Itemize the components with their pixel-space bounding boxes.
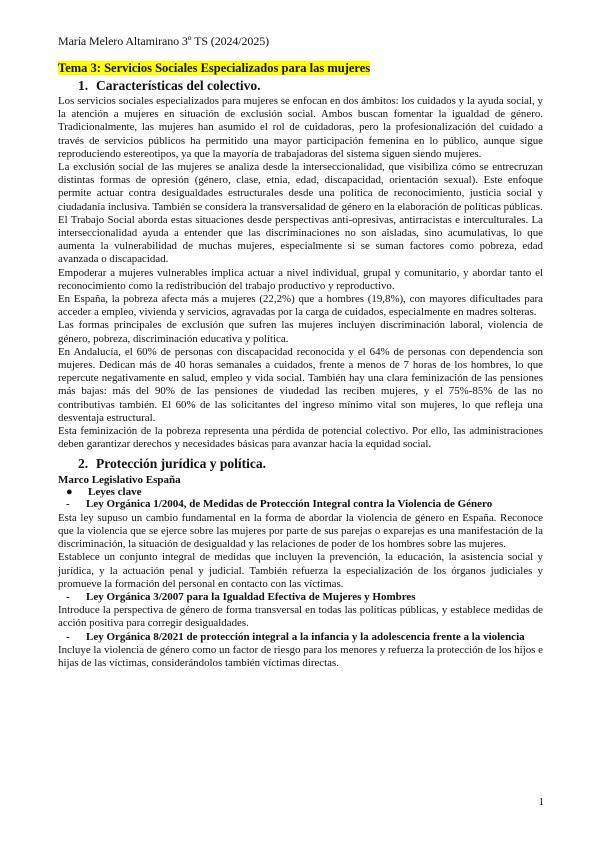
law-title: Ley Orgánica 1/2004, de Medidas de Protección Integral contra la Violencia de Género	[86, 498, 493, 511]
section-2-title: Protección jurídica y política.	[96, 456, 266, 472]
paragraph: Los servicios sociales especializados para mujeres se enfocan en dos ámbitos: los cuidados y la ayuda social, y la atención a mujeres en situación de exclusión social. Ambos buscan fomentar la igualdad de género. Tradicionalmente, las mujeres han asumido el rol de cuidadoras, pero la profesionalización del cuidado a través de servicios públicos ha permitido una mayor participación femenina en lo público, aunque sigue reproduciendo estereotipos, ya que la mayoría de trabajadoras del sistema siguen siendo mujeres.	[58, 95, 543, 160]
paragraph: El Trabajo Social aborda estas situaciones desde perspectivas anti-opresivas, antirracistas e interculturales. La interseccionalidad ayuda a entender que las discriminaciones no son aisladas, sino acumulativas, lo que aumenta la vulnerabilidad de muchas mujeres, especialmente si se suman factores como pobreza, edad avanzada o discapacidad.	[58, 213, 543, 266]
section-2-number: 2.	[78, 456, 89, 472]
document-page	[58, 34, 543, 670]
law-heading	[66, 498, 543, 511]
section-1-number: 1.	[78, 78, 89, 93]
paragraph: En España, la pobreza afecta más a mujeres (22,2%) que a hombres (19,8%), con mayores dificultades para acceder a empleo, vivienda y servicios, agravadas por la carga de cuidados, especialmente en madres solteras.	[58, 293, 543, 319]
paragraph: Establece un conjunto integral de medidas que incluyen la prevención, la educación, la asistencia social y jurídica, y la actuación penal y judicial. También refuerza la especialización de los órganos judiciales y promueve la formación del personal en contacto con las víctimas.	[58, 551, 543, 590]
paragraph: Las formas principales de exclusión que sufren las mujeres incluyen discriminación laboral, violencia de género, pobreza, discriminación educativa y política.	[58, 319, 543, 345]
bullet-icon: ●	[66, 486, 73, 499]
paragraph: Incluye la violencia de género como un factor de riesgo para los menores y refuerza la protección de los hijos e hijas de las víctimas, considerándolos también víctimas directas.	[58, 643, 543, 669]
paragraph: Empoderar a mujeres vulnerables implica actuar a nivel individual, grupal y comunitario, y abordar tanto el reconocimiento como la redistribución del trabajo productivo y reproductivo.	[58, 266, 543, 292]
section-2-heading	[78, 456, 543, 472]
section-1-heading	[78, 78, 543, 94]
page-number: 1	[538, 796, 544, 808]
law-heading	[66, 631, 543, 644]
topic-title: Tema 3: Servicios Sociales Especializados para las mujeres	[58, 61, 371, 75]
paragraph: En Andalucía, el 60% de personas con discapacidad reconocida y el 64% de personas con dependencia son mujeres. Dedican más de 40 horas semanales a cuidados, frente a menos de 7 horas de los hombres, lo que repercute negativamente en salud, empleo y vida social. También hay una clara feminización de las pensiones más bajas: más del 90% de las pensiones de viudedad las reciben mujeres, y el 75%-85% de las no contributivas también. El 60% de las solicitantes del ingreso mínimo vital son mujeres, lo que refleja una desventaja estructural.	[58, 345, 543, 424]
dash-icon: -	[66, 498, 70, 511]
topic-title-wrap	[58, 59, 543, 77]
paragraph: Introduce la perspectiva de género de forma transversal en todas las políticas públicas, y establece medidas de acción positiva para corregir desigualdades.	[58, 604, 543, 630]
bullet-label: Leyes clave	[88, 486, 142, 499]
paragraph: Esta ley supuso un cambio fundamental en la forma de abordar la violencia de género en España. Reconoce que la violencia que se ejerce sobre las mujeres por parte de sus parejas o exparejas es una manifestación de la discriminación, la situación de desigualdad y las relaciones de poder de los hombres sobre las mujeres.	[58, 511, 543, 551]
paragraph: La exclusión social de las mujeres se analiza desde la interseccionalidad, que visibiliza cómo se entrecruzan distintas formas de opresión (género, clase, etnia, edad, discapacidad, orientación sexual). Este enfoque permite actuar contra desigualdades estructurales desde una política de reconocimiento, justicia social y ciudadanía inclusiva. También se considera la transversalidad de género en la elaboración de políticas públicas.	[58, 161, 543, 213]
section-2-subtitle: Marco Legislativo España	[58, 474, 181, 487]
section-1-title: Características del colectivo.	[96, 78, 261, 93]
law-heading	[66, 591, 543, 604]
bullet-item	[66, 486, 543, 498]
law-title: Ley Orgánica 3/2007 para la Igualdad Efectiva de Mujeres y Hombres	[86, 590, 416, 603]
law-title: Ley Orgánica 8/2021 de protección integral a la infancia y la adolescencia frente a la violencia	[86, 630, 525, 643]
document-header: María Melero Altamirano 3º TS (2024/2025)	[58, 34, 270, 48]
paragraph: Esta feminización de la pobreza representa una pérdida de potencial colectivo. Por ello, las administraciones deben garantizar derechos y necesidades básicas para avanzar hacia la equidad social.	[58, 425, 543, 451]
dash-icon: -	[66, 590, 70, 603]
dash-icon: -	[66, 630, 70, 643]
